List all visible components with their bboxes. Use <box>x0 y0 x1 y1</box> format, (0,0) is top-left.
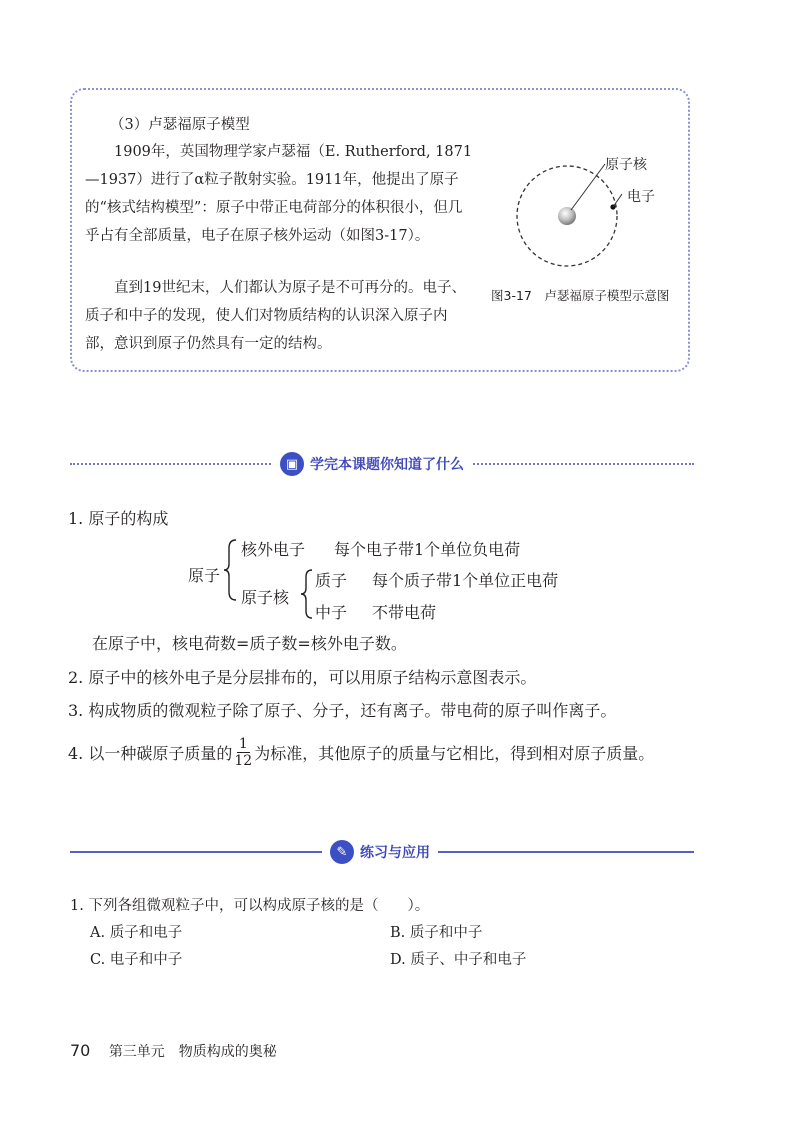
tree-neutron-desc: 不带电荷 <box>372 603 437 622</box>
box-title: （3）卢瑟福原子模型 <box>110 117 250 133</box>
fraction-one-twelfth <box>234 736 252 769</box>
summary-heading <box>272 452 472 476</box>
page-footer <box>70 1041 277 1061</box>
option-d: D. 质子、中子和电子 <box>390 952 527 968</box>
summary-item-1: 1. 原子的构成 <box>68 509 169 528</box>
summary-item-2: 2. 原子中的核外电子是分层排布的，可以用原子结构示意图表示。 <box>68 668 537 687</box>
tree-proton: 质子 <box>315 571 348 590</box>
summary-item-4-before: 4. 以一种碳原子质量的 <box>68 744 233 763</box>
footer-text: 第三单元 物质构成的奥秘 <box>108 1044 277 1060</box>
fraction-denominator: 12 <box>234 753 253 769</box>
option-b: B. 质子和中子 <box>390 925 483 941</box>
summary-item-1-note: 在原子中，核电荷数=质子数=核外电子数。 <box>92 634 407 653</box>
exercise-heading-text: 练习与应用 <box>360 845 430 861</box>
box-paragraph-1: 1909年，英国物理学家卢瑟福（E. Rutherford, 1871—1937）进行了α粒子散射实验。1911年，他提出了原子的“核式结构模型”：原子中带正电荷部分的体积很小，但几乎占有全部质量，电子在原子核外运动（如图3-17）。 <box>85 144 473 244</box>
tree-proton-desc: 每个质子带1个单位正电荷 <box>372 571 559 590</box>
nucleus-label: 原子核 <box>605 157 647 173</box>
nucleus-pointer <box>571 164 605 210</box>
tree-outer-electron: 核外电子 <box>241 540 306 559</box>
book-icon: ▣ <box>280 452 304 476</box>
option-c: C. 电子和中子 <box>90 952 183 968</box>
electron-label: 电子 <box>627 189 655 205</box>
pencil-check-icon: ✎ <box>330 840 354 864</box>
exercise-heading <box>322 840 438 864</box>
tree-root: 原子 <box>188 566 221 585</box>
question-1: 1. 下列各组微观粒子中，可以构成原子核的是（ ）。 <box>70 898 430 914</box>
page-number: 70 <box>70 1041 91 1060</box>
fraction-numerator: 1 <box>238 736 248 752</box>
nucleus-shape <box>558 207 576 225</box>
summary-item-4-after: 为标准，其他原子的质量与它相比，得到相对原子质量。 <box>254 744 655 763</box>
summary-item-3: 3. 构成物质的微观粒子除了原子、分子，还有离子。带电荷的原子叫作离子。 <box>68 701 617 720</box>
tree-outer-electron-desc: 每个电子带1个单位负电荷 <box>334 540 521 559</box>
figure-caption: 图3-17 卢瑟福原子模型示意图 <box>491 288 670 303</box>
summary-heading-text: 学完本课题你知道了什么 <box>310 457 464 473</box>
tree-neutron: 中子 <box>315 603 348 622</box>
summary-item-4 <box>68 736 654 769</box>
option-a: A. 质子和电子 <box>90 925 183 941</box>
tree-nucleus: 原子核 <box>241 588 290 607</box>
box-paragraph-2: 直到19世纪末，人们都认为原子是不可再分的。电子、质子和中子的发现，使人们对物质结构的认识深入原子内部，意识到原子仍然具有一定的结构。 <box>85 280 466 352</box>
brace-nucleus <box>298 568 314 620</box>
rutherford-model-figure <box>505 150 685 280</box>
brace-atom <box>222 538 238 602</box>
